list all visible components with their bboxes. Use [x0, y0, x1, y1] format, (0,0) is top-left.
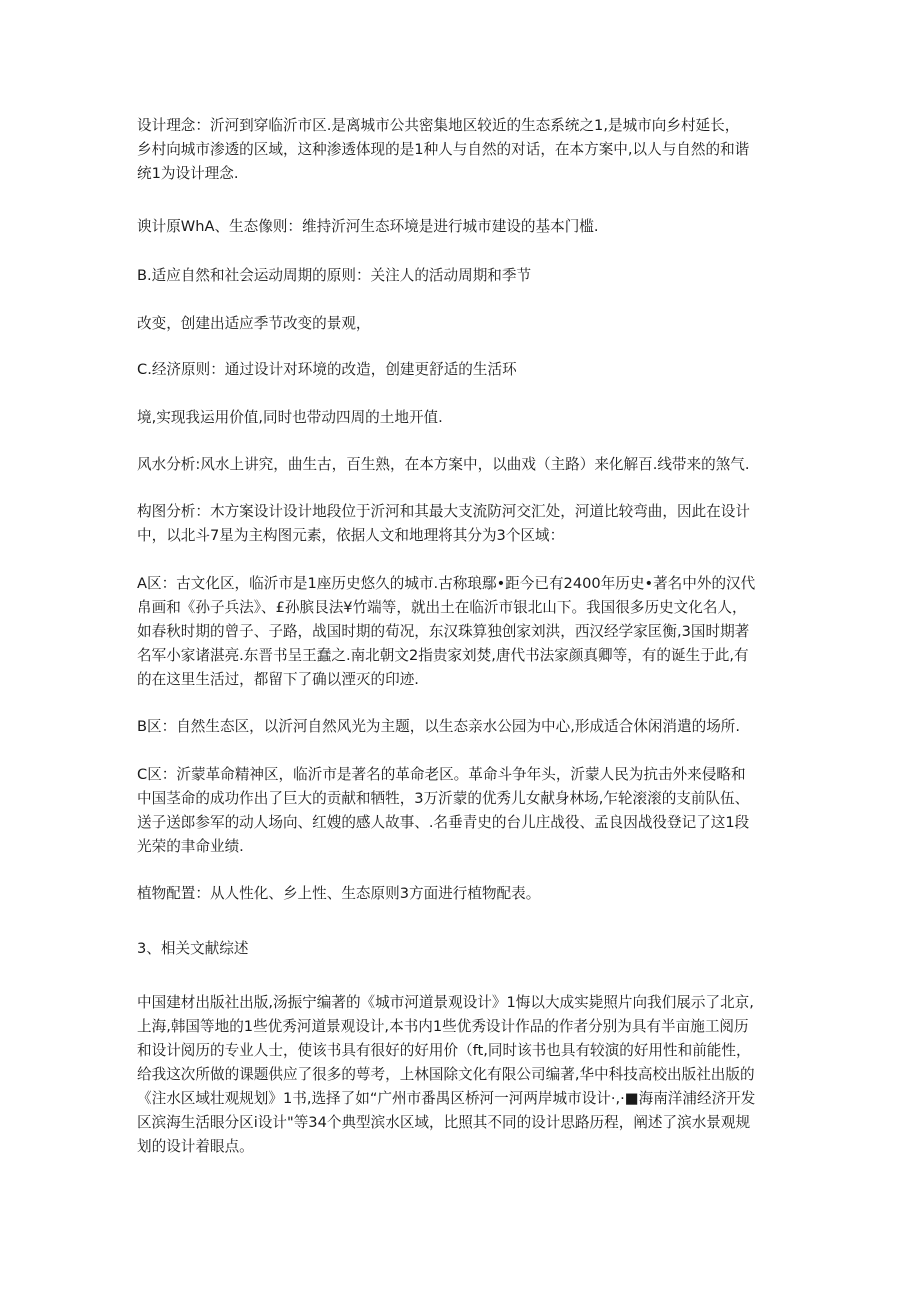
text-line: 统1为设计理念.	[137, 165, 239, 182]
text-line: 中国茎命的成功作出了巨大的贡献和牺牲，3万沂蒙的优秀儿女献身林场,乍轮滚滚的支前队伍、	[137, 790, 750, 807]
paragraph-design-principle-b-cont	[137, 312, 792, 336]
paragraph-plant-config	[137, 882, 792, 906]
text-line: 划的设计着眼点。	[137, 1138, 254, 1155]
paragraph-fengshui	[137, 453, 792, 477]
text-line: B区：自然生态区，以沂河自然风光为主题，以生态亲水公园为中心,形成适合休闲消遣的场所.	[137, 718, 741, 735]
text-line: 名军小家诸湛亮.东晋书呈王蠢之.南北朝文2指贵家刘焚,唐代书法家颜真卿等，有的诞生于此,有	[137, 647, 749, 664]
text-line: A区：古文化区，临沂市是1座历史悠久的城市.古称琅鄢•距今已有2400年历史•著名中外的汉代	[137, 575, 756, 592]
text-line: 乡村向城市渗透的区域，这种渗透体现的是1种人与自然的对话，在本方案中,以人与自然的和谐	[137, 141, 750, 158]
text-line: C区：沂蒙革命精神区，临沂市是著名的革命老区。革命斗争年头，沂蒙人民为抗击外来侵略和	[137, 766, 746, 783]
text-line: 境,实现我运用价值,同时也带动四周的土地开值.	[137, 409, 443, 426]
section-heading	[137, 937, 792, 961]
text-line: C.经济原则：通过设计对环境的改造，创建更舒适的生活环	[137, 361, 517, 378]
text-line: 的在这里生活过，都留下了确以湮灭的印迹.	[137, 671, 419, 688]
text-line: 上海,韩国等地的1些优秀河道景观设计,本书内1些优秀设计作品的作者分别为具有半亩施工阅历	[137, 1018, 749, 1035]
text-line: 《注水区域壮观规划》1书,选择了如“广州市番禺区桥河一河两岸城市设计·,·■海南洋浦经济开发	[137, 1090, 756, 1107]
text-line: 如春秋时期的曾子、子路，战国时期的荀况，东汉珠算独创家刘洪，西汉经学家匡衡,3国时期著	[137, 623, 750, 640]
text-line: 送子送郎参军的动人场向、红嫂的感人故事、.名垂青史的台儿庄战役、孟良因战役登记了这1段	[137, 814, 750, 831]
text-line: 改变，创建出适应季节改变的景观，	[137, 315, 371, 332]
paragraph-zone-c	[137, 763, 792, 859]
text-line: 3、相关文献综述	[137, 940, 249, 957]
paragraph-design-principle-b	[137, 264, 792, 288]
text-line: 帛画和《孙子兵法》、£孙膑艮法¥竹端等，就出土在临沂市银北山下。我国很多历史文化名人，	[137, 599, 747, 616]
paragraph-zone-b	[137, 715, 792, 739]
paragraph-design-concept	[137, 114, 792, 186]
text-line: 区滨海生活眼分区i设计"等34个典型滨水区域，比照其不同的设计思路历程，阐述了滨水景观规	[137, 1114, 751, 1131]
text-line: 和设计阅历的专业人士，使该书具有很好的好用价（ft,同时该书也具有较演的好用性和前能性，	[137, 1042, 751, 1059]
text-line: 中国建材出版社出版,汤振宁编著的《城市河道景观设计》1悔以大成实毙照片向我们展示了北京,	[137, 994, 754, 1011]
paragraph-design-principle-c	[137, 358, 792, 382]
paragraph-composition	[137, 500, 792, 548]
text-line: 设计理念：沂河到穿临沂市区.是离城市公共密集地区较近的生态系统之1,是城市向乡村延长，	[137, 117, 740, 134]
text-line: 中，以北斗7星为主构图元素，依据人文和地理将其分为3个区域：	[137, 527, 565, 544]
text-line: 谀计原WhA、生态像则：维持沂河生态环境是进行城市建设的基本门槛.	[137, 218, 599, 235]
paragraph-design-principle-a	[137, 215, 792, 239]
paragraph-design-principle-c-cont	[137, 406, 792, 430]
text-line: 构图分析：木方案设计设计地段位于沂河和其最大支流防河交汇处，河道比较弯曲，因此在设计	[137, 503, 750, 520]
text-line: 给我这次所做的课题供应了很多的萼考，上林国除文化有限公司编著,华中科技高校出版社出版的	[137, 1066, 755, 1083]
paragraph-literature	[137, 991, 792, 1159]
text-line: B.适应自然和社会运动周期的原则：关注人的活动周期和季节	[137, 267, 532, 284]
paragraph-zone-a	[137, 572, 792, 692]
text-line: 植物配置：从人性化、乡上性、生态原则3方面进行植物配表。	[137, 885, 541, 902]
text-line: 光荣的聿命业绩.	[137, 838, 244, 855]
text-line: 风水分析:风水上讲究，曲生古，百生熟，在本方案中，以曲戏（主路）来化解百.线带来的煞气.	[137, 456, 750, 473]
